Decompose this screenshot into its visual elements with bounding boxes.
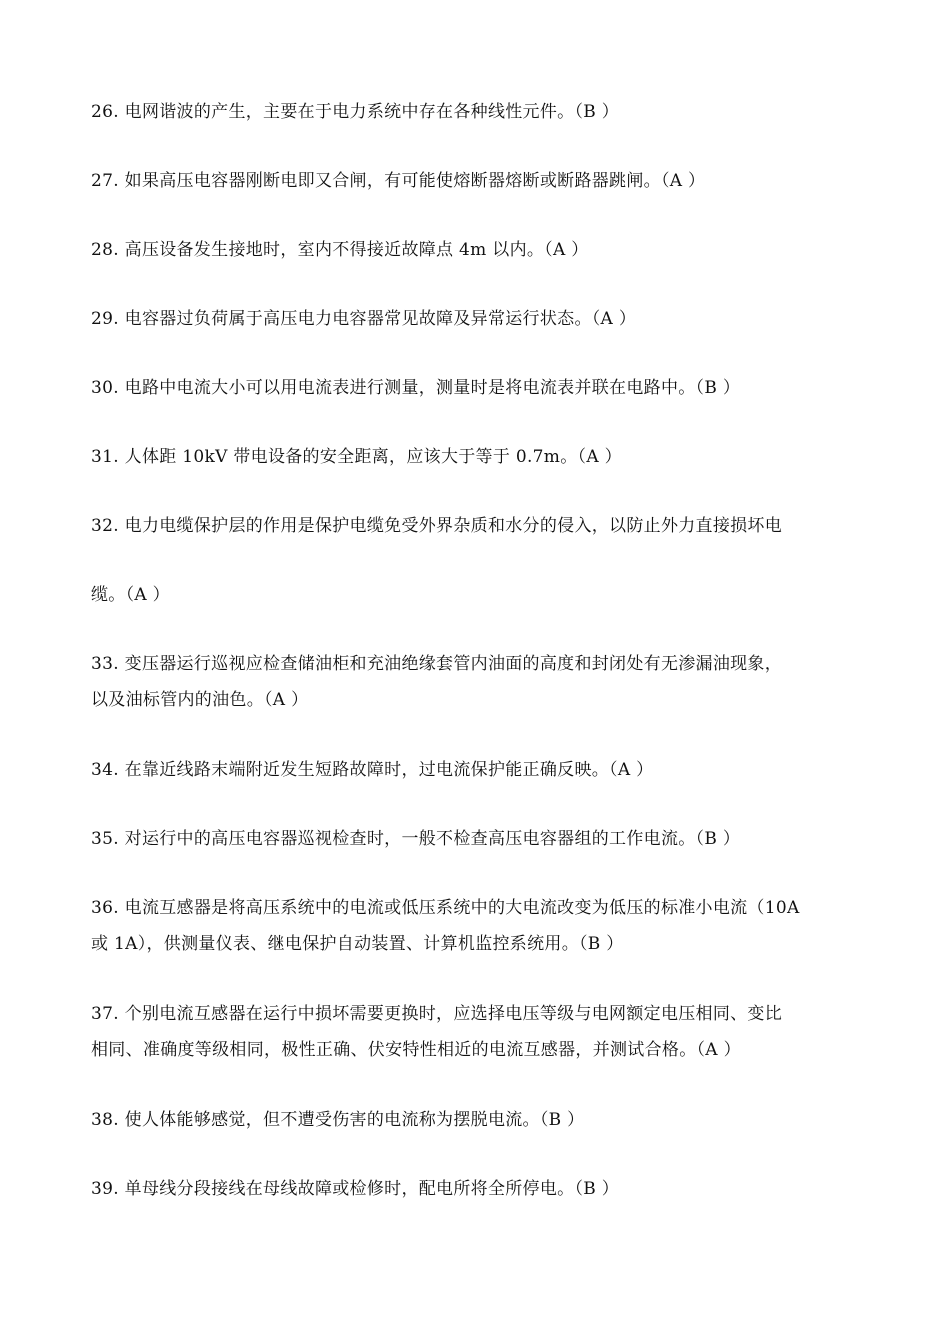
question-32-line-2: 缆。（A ）: [91, 585, 170, 605]
question-36-line-2: 或 1A），供测量仪表、继电保护自动装置、计算机监控系统用。（B ）: [91, 934, 624, 954]
question-36-line-1: 36. 电流互感器是将高压系统中的电流或低压系统中的大电流改变为低压的标准小电流（10A: [91, 898, 800, 918]
question-33-line-1: 33. 变压器运行巡视应检查储油柜和充油绝缘套管内油面的高度和封闭处有无渗漏油现象，: [91, 654, 783, 674]
question-33-line-2: 以及油标管内的油色。（A ）: [91, 690, 309, 710]
question-39: 39. 单母线分段接线在母线故障或检修时，配电所将全所停电。（B ）: [91, 1179, 620, 1199]
question-35: 35. 对运行中的高压电容器巡视检查时，一般不检查高压电容器组的工作电流。（B ）: [91, 829, 741, 849]
question-38: 38. 使人体能够感觉，但不遭受伤害的电流称为摆脱电流。（B ）: [91, 1110, 585, 1130]
question-31: 31. 人体距 10kV 带电设备的安全距离，应该大于等于 0.7m。（A ）: [91, 447, 622, 467]
question-29: 29. 电容器过负荷属于高压电力电容器常见故障及异常运行状态。（A ）: [91, 309, 637, 329]
question-32-line-1: 32. 电力电缆保护层的作用是保护电缆免受外界杂质和水分的侵入，以防止外力直接损坏电: [91, 516, 783, 536]
question-26: 26. 电网谐波的产生，主要在于电力系统中存在各种线性元件。（B ）: [91, 102, 620, 122]
question-28: 28. 高压设备发生接地时，室内不得接近故障点 4m 以内。（A ）: [91, 240, 589, 260]
question-37-line-1: 37. 个别电流互感器在运行中损坏需要更换时，应选择电压等级与电网额定电压相同、变比: [91, 1004, 783, 1024]
question-37-line-2: 相同、准确度等级相同，极性正确、伏安特性相近的电流互感器，并测试合格。（A ）: [91, 1040, 741, 1060]
question-30: 30. 电路中电流大小可以用电流表进行测量，测量时是将电流表并联在电路中。（B ）: [91, 378, 741, 398]
question-27: 27. 如果高压电容器刚断电即又合闸，有可能使熔断器熔断或断路器跳闸。（A ）: [91, 171, 706, 191]
question-34: 34. 在靠近线路末端附近发生短路故障时，过电流保护能正确反映。（A ）: [91, 760, 654, 780]
